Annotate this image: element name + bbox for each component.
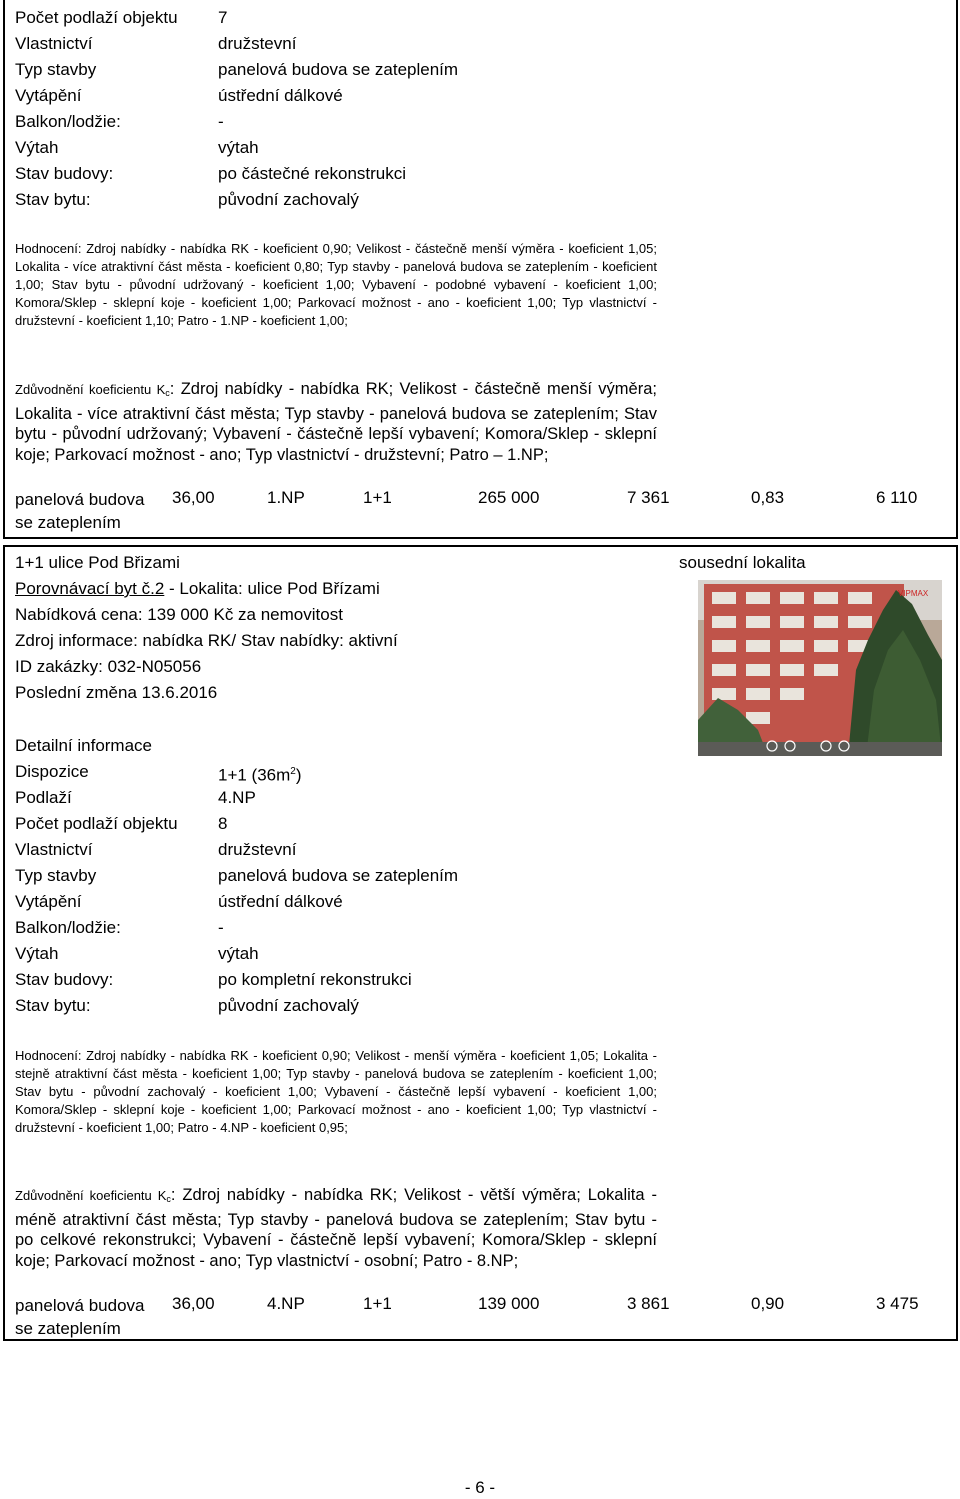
rating-paragraph: Hodnocení: Zdroj nabídky - nabídka RK - koeficient 0,90; Velikost - menší výměra - koeficient 1,05; Lokalita - stejně atraktivní část města - koeficient 1,00; Typ stavby - panelová budova se zateplením - koeficient 1,00; Stav bytu - původní zachovalý - koeficient 1,00; Vybavení - částečně lepší vybavení - koeficient 1,00; Komora/Sklep - sklepní koje - koeficient 1,00; Parkovací možnost - ano - koeficient 1,00; Typ vlastnictví - družstevní - koeficient 1,00; Patro - 4.NP - koeficient 0,95; [15, 1048, 657, 1135]
detail-label: Stav bytu: [15, 190, 91, 209]
offer-id: ID zakázky: 032-N05056 [15, 657, 202, 676]
summary-type-line: panelová budova [15, 490, 145, 509]
detail-value: výtah [218, 138, 259, 157]
justification-text: : Zdroj nabídky - nabídka RK; Velikost - částečně menší výměra; Lokalita - více atraktivní část města; Typ stavby - panelová budova se zateplením; Stav bytu - původní udržovaný; Vybavení - částečně lepší vybavení; Komora/Sklep - sklepní koje; Parkovací možnost - ano; Typ vlastnictví - družstevní; Patro – 1.NP; [15, 380, 657, 464]
detail-label: Stav budovy: [15, 970, 114, 989]
summary-price: 265 000 [478, 488, 540, 507]
detail-label: Počet podlaží objektu [15, 814, 178, 833]
detail-label: Vlastnictví [15, 840, 93, 859]
summary-coefficient: 0,90 [751, 1294, 785, 1313]
detail-value: po částečné rekonstrukci [218, 164, 407, 183]
justification-label: Zdůvodnění koeficientu K [15, 1188, 167, 1203]
detail-label: Typ stavby [15, 60, 97, 79]
summary-price-m2: 3 861 [627, 1294, 670, 1313]
justification-subscript: c [165, 388, 170, 398]
detail-value: - [218, 918, 224, 937]
detail-value: původní zachovalý [218, 190, 359, 209]
justification-label: Zdůvodnění koeficientu K [15, 382, 166, 397]
detail-value: 7 [218, 8, 228, 27]
rating-paragraph: Hodnocení: Zdroj nabídky - nabídka RK - koeficient 0,90; Velikost - částečně menší výměra - koeficient 1,05; Lokalita - více atraktivní část města - koeficient 0,80; Typ stavby - panelová budova se zateplením - koeficient 1,00; Stav bytu - původní udržovaný - koeficient 1,00; Vybavení - podobné vybavení - koeficient 1,00; Komora/Sklep - sklepní koje - koeficient 1,00; Parkovací možnost - ano - koeficient 1,00; Typ vlastnictví - družstevní - koeficient 1,10; Patro - 1.NP - koeficient 1,00; [15, 241, 657, 328]
summary-row [15, 488, 945, 538]
comparable-location: - Lokalita: ulice Pod Břízami [164, 579, 380, 598]
summary-row [15, 1294, 945, 1344]
detail-value: výtah [218, 944, 259, 963]
layout-value-end: ) [295, 765, 302, 785]
detail-value: družstevní [218, 840, 297, 859]
comparable-header [15, 577, 380, 601]
justification-text: : Zdroj nabídky - nabídka RK; Velikost - větší výměra; Lokalita - méně atraktivní část města; Typ stavby - panelová budova se zateplením; Stav bytu - po celkové rekonstrukci; Vybavení - částečně lepší vybavení; Komora/Sklep - sklepní koje; Parkovací možnost - ano; Typ vlastnictví - osobní; Patro - 8.NP; [15, 1186, 657, 1270]
detail-value: panelová budova se zateplením [218, 60, 459, 79]
summary-area: 36,00 [172, 488, 215, 507]
detail-value: ústřední dálkové [218, 892, 343, 911]
layout-value: 1+1 (36m [218, 765, 291, 785]
detail-value: původní zachovalý [218, 996, 359, 1015]
detail-label: Stav bytu: [15, 996, 91, 1015]
justification-paragraph [15, 379, 657, 465]
detail-heading: Detailní informace [15, 736, 153, 755]
photo-watermark: VIPMAX [898, 589, 929, 598]
detail-value: - [218, 112, 224, 131]
detail-label: Balkon/lodžie: [15, 918, 121, 937]
detail-label: Vlastnictví [15, 34, 93, 53]
summary-type-line: se zateplením [15, 1319, 121, 1338]
summary-price-m2: 7 361 [627, 488, 670, 507]
comparable-link[interactable]: Porovnávací byt č.2 [15, 579, 165, 598]
page-number: - 6 - [464, 1478, 496, 1497]
summary-floor: 1.NP [267, 488, 305, 507]
detail-value: 4.NP [218, 788, 256, 807]
detail-label: Výtah [15, 944, 59, 963]
summary-price: 139 000 [478, 1294, 540, 1313]
detail-value: panelová budova se zateplením [218, 866, 459, 885]
building-photo [698, 580, 942, 756]
detail-label: Stav budovy: [15, 164, 114, 183]
detail-value: družstevní [218, 34, 297, 53]
summary-area: 36,00 [172, 1294, 215, 1313]
offer-source: Zdroj informace: nabídka RK/ Stav nabídky: aktivní [15, 631, 398, 650]
detail-label: Vytápění [15, 892, 82, 911]
summary-type [15, 488, 145, 534]
justification-paragraph [15, 1185, 657, 1271]
detail-label: Podlaží [15, 788, 72, 807]
offer-price: Nabídková cena: 139 000 Kč za nemovitost [15, 605, 343, 624]
summary-adjusted-price: 6 110 [876, 488, 918, 507]
justification-subscript: c [166, 1194, 171, 1204]
summary-type-line: panelová budova [15, 1296, 145, 1315]
detail-label: Typ stavby [15, 866, 97, 885]
summary-floor: 4.NP [267, 1294, 305, 1313]
detail-value: ústřední dálkové [218, 86, 343, 105]
detail-label: Dispozice [15, 762, 89, 781]
summary-type [15, 1294, 145, 1340]
summary-adjusted-price: 3 475 [876, 1294, 919, 1313]
building-photo-image [698, 580, 942, 756]
detail-value: po kompletní rekonstrukci [218, 970, 412, 989]
layout-superscript: 2 [290, 766, 296, 777]
detail-value [218, 760, 302, 788]
summary-layout: 1+1 [363, 1294, 392, 1313]
detail-label: Počet podlaží objektu [15, 8, 178, 27]
summary-coefficient: 0,83 [751, 488, 785, 507]
summary-layout: 1+1 [363, 488, 392, 507]
offer-last-change: Poslední změna 13.6.2016 [15, 683, 218, 702]
detail-label: Balkon/lodžie: [15, 112, 121, 131]
detail-label: Vytápění [15, 86, 82, 105]
detail-value: 8 [218, 814, 228, 833]
locality-label: sousední lokalita [679, 553, 806, 572]
detail-label: Výtah [15, 138, 59, 157]
listing-title: 1+1 ulice Pod Břizami [15, 553, 180, 572]
summary-type-line: se zateplením [15, 513, 121, 532]
